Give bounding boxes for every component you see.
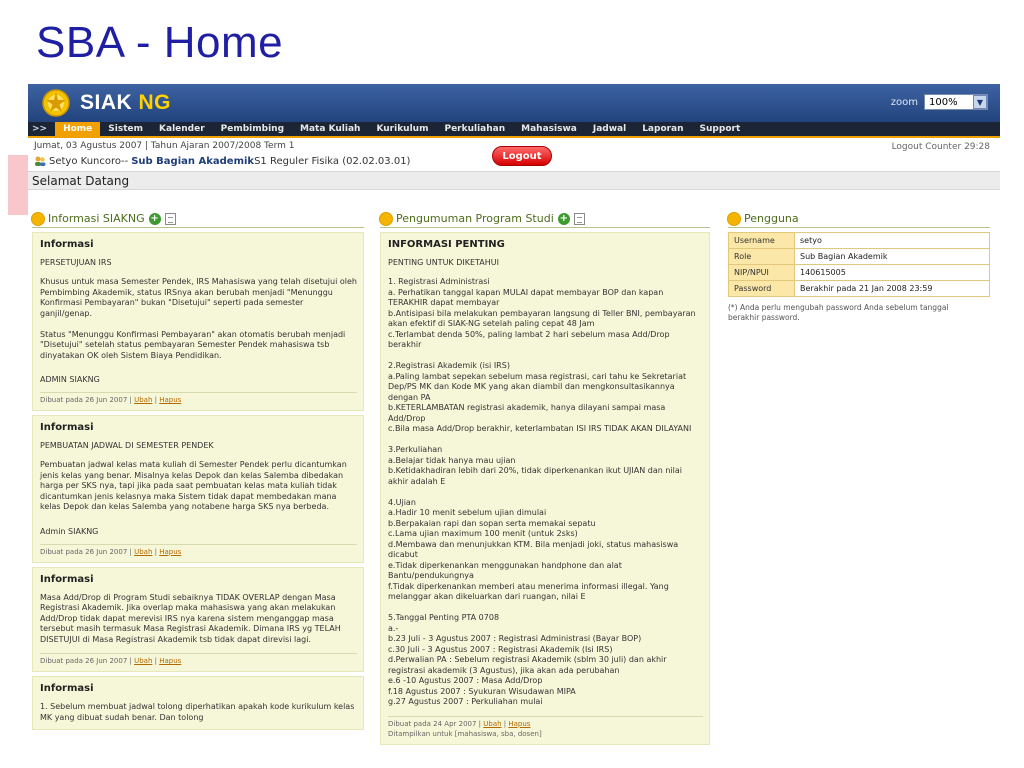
welcome-heading: Selamat Datang xyxy=(28,172,1000,190)
slide-accent-bar xyxy=(8,155,28,215)
delete-link[interactable]: Hapus xyxy=(159,396,182,404)
panel-title: Informasi xyxy=(40,422,94,433)
user-role: Sub Bagian Akademik xyxy=(131,155,255,167)
user-value: setyo xyxy=(795,233,990,249)
zoom-control xyxy=(891,94,988,110)
table-row xyxy=(729,281,990,297)
zoom-label: zoom xyxy=(890,96,918,108)
panel-signature: Admin SIAKNG xyxy=(40,526,99,536)
slide-title: SBA - Home xyxy=(36,18,284,67)
delete-link[interactable]: Hapus xyxy=(159,657,182,665)
zoom-select[interactable] xyxy=(924,94,988,110)
panel-body: 1. Registrasi Administrasi a. Perhatikan tanggal kapan MULAI dapat membayar BOP dan kapan TERAKHIR dapat membayar b.Antisipasi bila melakukan pembayaran langsung di Teller BNI, pembayaran akan efektif di SIAK-NG setelah paling cepat 48 Jam c.Terlambat denda 50%, paling lambat 2 hari sebelum masa Add/Drop berakhir 2.Registrasi Akademik (isi IRS) a.Paling lambat sepekan sebelum masa registrasi, cari tahu ke Sekretariat Dep/PS MK dan Kode MK yang akan diambil dan mengkonsultasikannya dengan PA b.KETERLAMBATAN registrasi akademik, hanya dilayani sampai masa Add/Drop c.Bila masa Add/Drop berakhir, keterlambatan ISI IRS TIDAK AKAN DILAYANI 3.Perkuliahan a.Belajar tidak hanya mau ujian b.Ketidakhadiran lebih dari 20%, tidak diperkenankan ikut UJIAN dan nilai akhir adalah E 4.Ujian a.Hadir 10 menit sebelum ujian dimulai b.Berpakaian rapi dan sopan serta memakai sepatu c.Lama ujian maximum 100 menit (untuk 2sks) d.Membawa dan menunjukkan KTM. Bila menjadi joki, status mahasiswa dicabut e.Tidak diperkenankan menggunakan handphone dan alat Bantu/pendukungnya f.Tidak diperkenankan memberi atau menerima informasi illegal. Yang melanggar akan dikeluarkan dari ruangan, nilai E 5.Tanggal Penting PTA 0708 a.- b.23 Juli - 3 Agustus 2007 : Registrasi Administrasi (Bayar BOP) c.30 Juli - 3 Agustus 2007 : Registrasi Akademik (Isi IRS) d.Perwalian PA : Sebelum registrasi Akademik (sblm 30 juli) dan akhir registrasi akademik (3 Agustus), jika akan ada perubahan e.6 -10 Agustus 2007 : Masa Add/Drop f.18 Agustus 2007 : Syukuran Wisudawan MIPA g.27 Agustus 2007 : Perkuliahan mulai xyxy=(388,277,696,706)
edit-link[interactable]: Ubah xyxy=(134,547,153,556)
panel-date: Dibuat pada 26 Jun 2007 | xyxy=(40,547,135,556)
pengumuman-header xyxy=(380,210,710,228)
user-value: 140615005 xyxy=(795,265,990,281)
footer-separator: | xyxy=(501,719,509,728)
info-siakng-header xyxy=(32,210,364,228)
panel-title: Informasi xyxy=(40,683,94,694)
panel-body: Pembuatan jadwal kelas mata kuliah di Semester Pendek perlu dicantumkan jenis kelas yang benar. Misalnya kelas Depok dan kelas Salemba dibedakan harga per SKS nya, tapi jika pada saat pembuatan kelas mata kuliah tidak dicantumkan jenis kelasnya maka Sistem tidak dapat membedakan mana kelas Depok dan kelas Salemba yang notabene harga SKS nya berbeda. xyxy=(40,460,347,511)
logo-text-main: SIAK xyxy=(80,91,139,114)
panel-audience: Ditampilkan untuk [mahasiswa, sba, dosen] xyxy=(388,729,542,738)
panel-date: Dibuat pada 26 Jun 2007 | xyxy=(40,657,135,665)
panel-body: 1. Sebelum membuat jadwal tolong diperhatikan apakah kode kurikulum kelas MK yang dibuat sudah benar. Dan tolong xyxy=(40,702,355,722)
user-program: S1 Reguler Fisika (02.02.03.01) xyxy=(254,155,411,167)
panel-footer xyxy=(40,392,357,404)
menu-item-mahasiswa[interactable]: Mahasiswa xyxy=(521,124,577,134)
logo-text-accent: NG xyxy=(138,91,172,114)
session-user xyxy=(34,155,410,167)
pengguna-header xyxy=(728,210,990,228)
pengguna-column xyxy=(728,210,990,323)
info-panel xyxy=(32,232,364,411)
info-panel xyxy=(32,676,364,730)
edit-link[interactable]: Ubah xyxy=(134,396,153,404)
panel-subtitle: PERSETUJUAN IRS xyxy=(40,258,112,267)
logout-button[interactable]: Logout xyxy=(492,146,552,166)
password-note: (*) Anda perlu mengubah password Anda sebelum tanggal berakhir password. xyxy=(728,303,949,322)
sun-icon xyxy=(32,213,44,225)
panel-body: Khusus untuk masa Semester Pendek, IRS Mahasiswa yang telah disetujui oleh Pembimbing Akademik, status IRSnya akan berubah menjadi "Menunggu Konfirmasi Pembayaran" bukan "Disetujui" seperti pada semester ganjil/genap. Status "Menunggu Konfirmasi Pembayaran" akan otomatis berubah menjadi "Disetujui" setelah status pembayaran Semester Pendek mahasiswa tsb dinyatakan OK oleh Sistem Biaya Pendidikan. xyxy=(40,277,357,360)
panel-footer xyxy=(388,716,703,728)
delete-link[interactable]: Hapus xyxy=(159,547,182,556)
pengguna-title: Pengguna xyxy=(744,212,799,225)
pengumuman-column xyxy=(380,210,710,745)
user-group-icon xyxy=(34,155,46,167)
footer-separator: | xyxy=(152,396,160,404)
table-row xyxy=(729,265,990,281)
menu-item-jadwal[interactable]: Jadwal xyxy=(592,124,627,134)
document-icon[interactable] xyxy=(574,213,585,225)
user-name: Setyo Kuncoro xyxy=(49,155,121,167)
panel-title: INFORMASI PENTING xyxy=(388,239,505,250)
user-value: Sub Bagian Akademik xyxy=(795,249,990,265)
sun-icon xyxy=(728,213,740,225)
sun-icon xyxy=(380,213,392,225)
app-banner xyxy=(28,84,1000,122)
footer-separator: | xyxy=(152,657,160,665)
info-siakng-column xyxy=(32,210,364,730)
edit-link[interactable]: Ubah xyxy=(134,657,153,665)
panel-subtitle: PENTING UNTUK DIKETAHUI xyxy=(388,258,499,267)
info-panel xyxy=(32,567,364,673)
info-panel xyxy=(32,415,364,563)
menu-item-kurikulum[interactable]: Kurikulum xyxy=(376,124,429,134)
menu-lead-arrows: >> xyxy=(32,124,48,134)
panel-signature: ADMIN SIAKNG xyxy=(40,375,100,384)
announcement-panel xyxy=(380,232,710,745)
user-table xyxy=(728,232,990,297)
zoom-value: 100% xyxy=(929,96,958,108)
menu-item-kalender[interactable]: Kalender xyxy=(159,124,205,134)
panel-footer xyxy=(40,653,357,665)
user-key: Username xyxy=(729,233,795,249)
edit-link[interactable]: Ubah xyxy=(483,719,502,728)
main-menu xyxy=(28,122,1000,138)
menu-item-laporan[interactable]: Laporan xyxy=(642,124,684,134)
panel-footer xyxy=(40,544,357,556)
session-date: Jumat, 03 Agustus 2007 | Tahun Ajaran 2007/2008 Term 1 xyxy=(34,141,295,151)
user-value: Berakhir pada 21 Jan 2008 23:59 xyxy=(795,281,990,297)
menu-item-mata-kuliah[interactable]: Mata Kuliah xyxy=(300,124,361,134)
chevron-down-icon[interactable]: ▼ xyxy=(973,95,987,109)
siakng-window xyxy=(28,84,1000,768)
makara-emblem-icon xyxy=(40,88,72,118)
menu-item-perkuliahan[interactable]: Perkuliahan xyxy=(444,124,506,134)
menu-item-sistem[interactable]: Sistem xyxy=(108,124,144,134)
user-key: Role xyxy=(729,249,795,265)
menu-item-pembimbing[interactable]: Pembimbing xyxy=(220,124,285,134)
panel-subtitle: PEMBUATAN JADWAL DI SEMESTER PENDEK xyxy=(40,441,214,450)
delete-link[interactable]: Hapus xyxy=(508,719,531,728)
session-info-bar xyxy=(28,138,1000,172)
add-announcement-icon[interactable]: + xyxy=(559,212,568,224)
logout-counter: Logout Counter 29:28 xyxy=(891,142,990,152)
panel-body: Masa Add/Drop di Program Studi sebaiknya TIDAK OVERLAP dengan Masa Registrasi Akademik. Jika overlap maka mahasiswa yang akan melakukan Add/Drop tidak dapat merevisi IRS nya karena sistem menganggap masa tersebut masih termasuk Masa Registrasi Akademik. Dimana IRS yg TELAH DISETUJUI di Masa Registrasi Akademik tsb tidak dapat direvisi lagi. xyxy=(40,592,341,644)
pengumuman-title: Pengumuman Program Studi xyxy=(396,212,554,225)
info-siakng-title: Informasi SIAKNG xyxy=(48,212,145,225)
table-row xyxy=(729,249,990,265)
logo-text xyxy=(80,91,171,115)
app-logo[interactable] xyxy=(40,88,171,118)
panel-title: Informasi xyxy=(40,573,94,585)
table-row xyxy=(729,233,990,249)
document-icon[interactable] xyxy=(165,213,176,225)
panel-title: Informasi xyxy=(40,239,94,250)
user-separator: -- xyxy=(121,155,129,167)
user-key: NIP/NPUI xyxy=(729,265,795,281)
menu-item-home[interactable]: Home xyxy=(55,121,100,137)
panel-date: Dibuat pada 26 Jun 2007 | xyxy=(40,396,135,404)
panel-date: Dibuat pada 24 Apr 2007 | xyxy=(388,719,484,728)
footer-separator: | xyxy=(152,547,160,556)
add-info-icon[interactable]: + xyxy=(150,212,159,224)
menu-item-support[interactable]: Support xyxy=(699,124,741,134)
user-key: Password xyxy=(729,281,795,297)
